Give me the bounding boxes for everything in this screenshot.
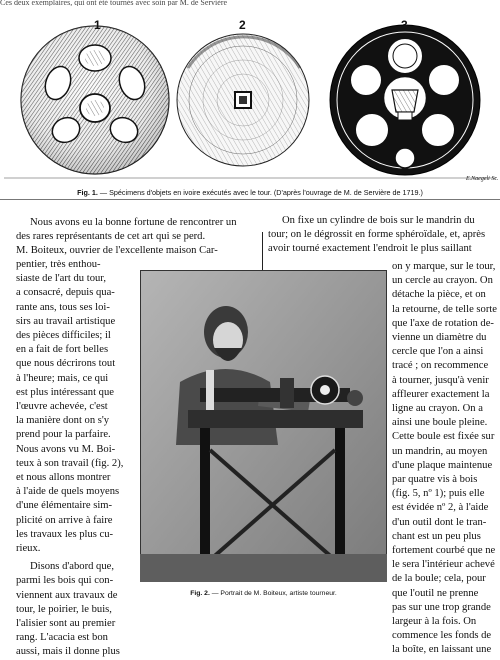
left-narrow-line: est plus intéressant que bbox=[16, 386, 114, 398]
left-column-narrow bbox=[16, 258, 136, 660]
left-narrow-line: pentier, très enthou- bbox=[16, 259, 101, 270]
left-narrow-line: aussi, mais il donne plus bbox=[16, 646, 120, 658]
left-narrow-line: viennent aux travaux de bbox=[16, 589, 118, 601]
left-narrow-line: rang. L'acacia est bon bbox=[16, 632, 108, 644]
engraver-signature: E.Naegeli Sc. bbox=[466, 176, 499, 182]
column-divider bbox=[262, 232, 263, 274]
right-narrow-line: largeur à la fois. On bbox=[392, 616, 477, 628]
right-narrow-line: vienne un diamètre du bbox=[392, 332, 487, 344]
left-narrow-line: la manière dont on s'y bbox=[16, 415, 110, 427]
left-narrow-line: parmi les bois qui con- bbox=[16, 575, 114, 587]
left-narrow-line: Disons d'abord que, bbox=[30, 561, 114, 573]
sphere-3-drawing bbox=[330, 25, 480, 175]
left-narrow-line: l'alisier sont au premier bbox=[16, 618, 116, 630]
right-narrow-line: que l'axe de rotation de- bbox=[392, 317, 494, 329]
left-line: M. Boiteux, ouvrier de l'excellente maison Car- bbox=[16, 245, 218, 257]
right-narrow-line: d'un outil dont le tran- bbox=[392, 516, 487, 528]
left-narrow-line: en a fait de fort belles bbox=[16, 344, 109, 356]
right-narrow-line: est évidée nº 2, à l'aide bbox=[392, 502, 489, 514]
left-narrow-line: à l'aide de quels moyens bbox=[16, 486, 120, 498]
right-narrow-line: à tourner, jusqu'à venir bbox=[392, 374, 489, 386]
portrait-illustration bbox=[140, 270, 387, 582]
left-narrow-line: que nous décrirons tout bbox=[16, 358, 116, 370]
left-narrow-line: et nous allons montrer bbox=[16, 472, 111, 484]
figure-1-caption-prefix: Fig. 1. bbox=[77, 188, 98, 197]
left-narrow-line: prend pour la parfaire. bbox=[16, 429, 111, 441]
figure-1-label-2: 2 bbox=[239, 18, 246, 32]
sphere-2-drawing bbox=[177, 34, 309, 166]
right-narrow-line: un cercle au crayon. On bbox=[392, 275, 493, 287]
left-narrow-line: Nous avons vu M. Boi- bbox=[16, 443, 116, 455]
left-narrow-line: rante ans, tous ses loi- bbox=[16, 301, 110, 313]
right-narrow-line: pas sur une trop grande bbox=[392, 601, 491, 613]
right-narrow-line: Cette boule est fixée sur bbox=[392, 431, 495, 443]
right-narrow-line: chant est un peu plus bbox=[392, 530, 481, 542]
right-narrow-line: par quatre vis à bois bbox=[392, 474, 478, 486]
right-narrow-line: cercle que l'on a ainsi bbox=[392, 346, 484, 358]
left-narrow-line: les travaux les plus cu- bbox=[16, 528, 114, 540]
running-header-fragment: Ces deux exemplaires, qui ont été tournés avec soin par M. de Servière bbox=[0, 0, 228, 6]
figure-1-label-1: 1 bbox=[94, 18, 101, 32]
right-narrow-line: un mandrin, au moyen bbox=[392, 445, 488, 457]
left-narrow-line: plicité on arrive à faire bbox=[16, 514, 113, 526]
right-line: avoir tourné exactement l'endroit le plus saillant bbox=[268, 243, 472, 255]
sphere-1-drawing bbox=[21, 26, 169, 174]
right-line: On fixe un cylindre de bois sur le mandrin du bbox=[282, 215, 475, 226]
figure-2-photo bbox=[140, 270, 387, 582]
right-narrow-line: d'une plaque maintenue bbox=[392, 459, 493, 471]
right-narrow-line: de la boule; cela, pour bbox=[392, 573, 486, 585]
left-narrow-line: d'une élémentaire sim- bbox=[16, 500, 113, 512]
figure-2-caption-prefix: Fig. 2. bbox=[190, 590, 210, 597]
figure-1-caption-text: — Spécimens d'objets en ivoire exécutés avec le tour. (D'après l'ouvrage de M. de Servière de 1719.) bbox=[99, 188, 423, 197]
figure-1 bbox=[0, 8, 500, 190]
right-column-narrow bbox=[392, 260, 500, 658]
left-narrow-line: rieux. bbox=[16, 543, 41, 555]
figure-1-engraving bbox=[0, 8, 500, 190]
figure-1-caption bbox=[0, 188, 500, 197]
left-line: Nous avons eu la bonne fortune de rencontrer un bbox=[30, 217, 237, 228]
right-narrow-line: le sera l'intérieur achevé bbox=[392, 559, 495, 571]
left-narrow-line: à l'heure; mais, ce qui bbox=[16, 372, 109, 384]
right-narrow-line: commence les fonds de bbox=[392, 630, 492, 642]
figure-2-caption bbox=[140, 590, 387, 597]
left-narrow-line: sirs au travail artistique bbox=[16, 315, 116, 327]
right-line: tour; on le dégrossit en forme sphéroïdale, et, après bbox=[268, 229, 486, 241]
right-narrow-line: on y marque, sur le tour, bbox=[392, 261, 496, 272]
right-narrow-line: affleurer exactement la bbox=[392, 388, 490, 400]
figure-1-label-3: 3 bbox=[401, 18, 408, 32]
left-narrow-line: des pièces difficiles; il bbox=[16, 330, 111, 342]
left-column-intro bbox=[16, 216, 258, 259]
right-column-intro bbox=[268, 214, 500, 257]
left-line: des rares représentants de cet art qui se perd. bbox=[16, 231, 206, 243]
right-narrow-line: que l'outil ne prenne bbox=[392, 587, 479, 599]
caption-rule bbox=[0, 199, 500, 200]
right-narrow-line: la boîte, en laissant une bbox=[392, 644, 492, 656]
right-narrow-line: détache la pièce, et on bbox=[392, 289, 486, 301]
right-narrow-line: ainsi une boule pleine. bbox=[392, 417, 488, 429]
right-narrow-line: la retourne, de telle sorte bbox=[392, 303, 498, 315]
left-narrow-line: siaste de l'art du tour, bbox=[16, 273, 107, 285]
left-narrow-line: teux à son travail (fig. 2), bbox=[16, 457, 124, 469]
right-narrow-line: ligne au crayon. On a bbox=[392, 403, 483, 415]
left-narrow-line: l'œuvre achevée, c'est bbox=[16, 401, 108, 413]
left-narrow-line: tour, le poirier, le buis, bbox=[16, 603, 112, 615]
right-narrow-line: (fig. 5, nº 1); puis elle bbox=[392, 488, 485, 500]
right-narrow-line: tracé ; on recommence bbox=[392, 360, 489, 372]
left-narrow-line: a consacré, depuis qua- bbox=[16, 287, 115, 299]
figure-2-caption-text: — Portrait de M. Boiteux, artiste tourneur. bbox=[211, 590, 337, 597]
right-narrow-line: fortement courbé que ne bbox=[392, 545, 496, 557]
